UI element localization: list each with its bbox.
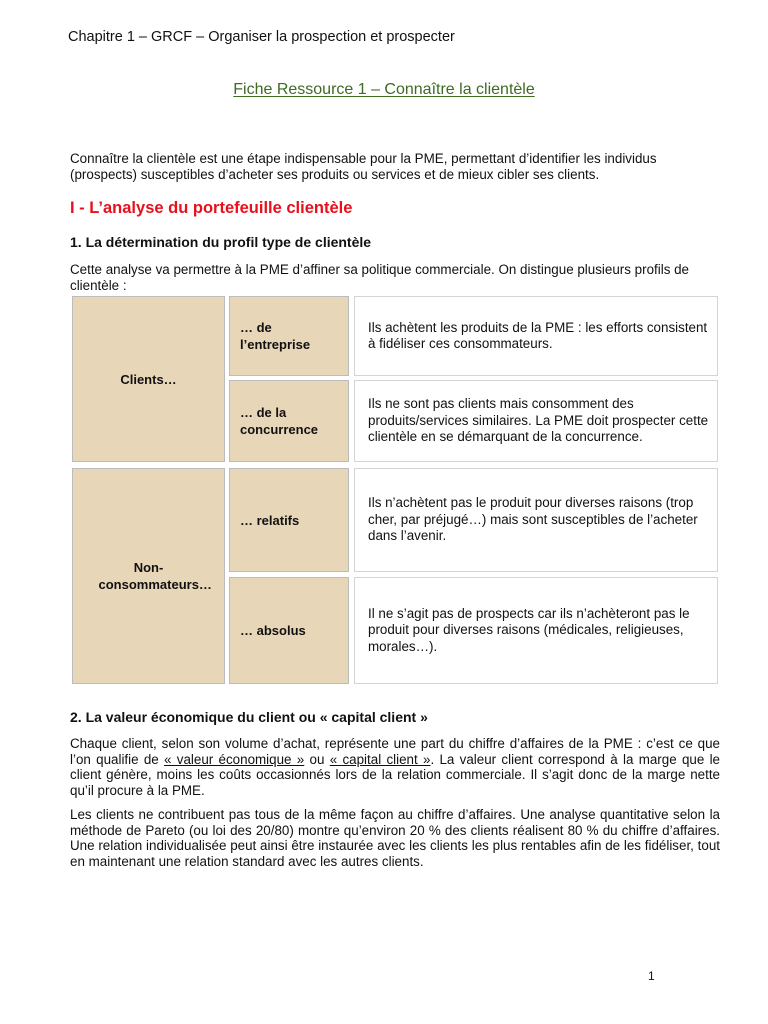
row-label: … de la concurrence	[240, 405, 319, 437]
table-row-label-cell	[229, 380, 349, 462]
capital-text-c: . La valeur client correspond à la marge que le client génère, moins les coûts occasionnés lors de la relation commerciale. Il s’agit donc de la marge nette qu’il procure à la PME.	[70, 751, 720, 798]
group-label-clients: Clients…	[120, 371, 177, 387]
table-row-desc-cell	[354, 468, 718, 572]
page-title: Fiche Ressource 1 – Connaître la clientèle	[233, 81, 535, 98]
capital-paragraph	[70, 736, 720, 798]
table-row-label-cell	[229, 296, 349, 376]
table-row-desc-cell	[354, 296, 718, 376]
table-row-label-cell	[229, 468, 349, 572]
row-label: … de l’entreprise	[240, 320, 311, 352]
subsection-heading-capital: 2. La valeur économique du client ou « capital client »	[70, 709, 428, 725]
section-heading: I - L’analyse du portefeuille clientèle	[70, 199, 353, 217]
table-row-label-cell	[229, 577, 349, 684]
row-description: Ils n’achètent pas le produit pour diverses raisons (trop cher, par préjugé…) mais sont susceptibles de l’acheter dans l’avenir.	[368, 495, 698, 544]
client-profile-table	[70, 294, 720, 687]
intro-paragraph: Connaître la clientèle est une étape indispensable pour la PME, permettant d’identifier les individus (prospects) susceptibles d’acheter ses produits ou services et de mieux cibler ses clients.	[70, 151, 657, 182]
valeur-economique-term: « valeur économique »	[164, 751, 305, 767]
capital-text-a: Chaque client, selon son volume d’achat, représente une part du chiffre d’affaires de la PME : c’est ce que l’on qualifie de	[70, 736, 720, 767]
table-row-desc-cell	[354, 380, 718, 462]
page-number: 1	[648, 969, 655, 983]
capital-client-term: « capital client »	[329, 751, 431, 767]
page-header: Chapitre 1 – GRCF – Organiser la prospection et prospecter	[68, 29, 455, 45]
capital-text-b: ou	[304, 751, 330, 767]
row-label: … relatifs	[240, 512, 300, 528]
pareto-paragraph: Les clients ne contribuent pas tous de la même façon au chiffre d’affaires. Une analyse quantitative selon la méthode de Pareto (ou loi des 20/80) montre qu’environ 20 % des clients réalisent 80 % du chiffre d’affaires. Une relation individualisée peut ainsi être instaurée avec les clients les plus rentables afin de les fidéliser, tout en maintenant une relation standard avec les autres clients.	[70, 807, 720, 869]
subsection-heading-profil: 1. La détermination du profil type de clientèle	[70, 234, 372, 250]
row-description: Il ne s’agit pas de prospects car ils n’achèteront pas le produit pour diverses raisons (médicales, religieuses, morales…).	[368, 605, 690, 654]
group-label-non-consommateurs: Non-consommateurs…	[98, 560, 212, 592]
table-group-cell	[72, 468, 225, 684]
row-description: Ils ne sont pas clients mais consomment des produits/services similaires. La PME doit prospecter cette clientèle en se démarquant de la concurrence.	[368, 396, 709, 445]
table-row-desc-cell	[354, 577, 718, 684]
row-description: Ils achètent les produits de la PME : les efforts consistent à fidéliser ces consommateurs.	[368, 319, 708, 351]
row-label: … absolus	[240, 623, 306, 638]
table-group-cell	[72, 296, 225, 462]
analyse-paragraph: Cette analyse va permettre à la PME d’affiner sa politique commerciale. On distingue plusieurs profils de clientèle :	[70, 262, 690, 293]
